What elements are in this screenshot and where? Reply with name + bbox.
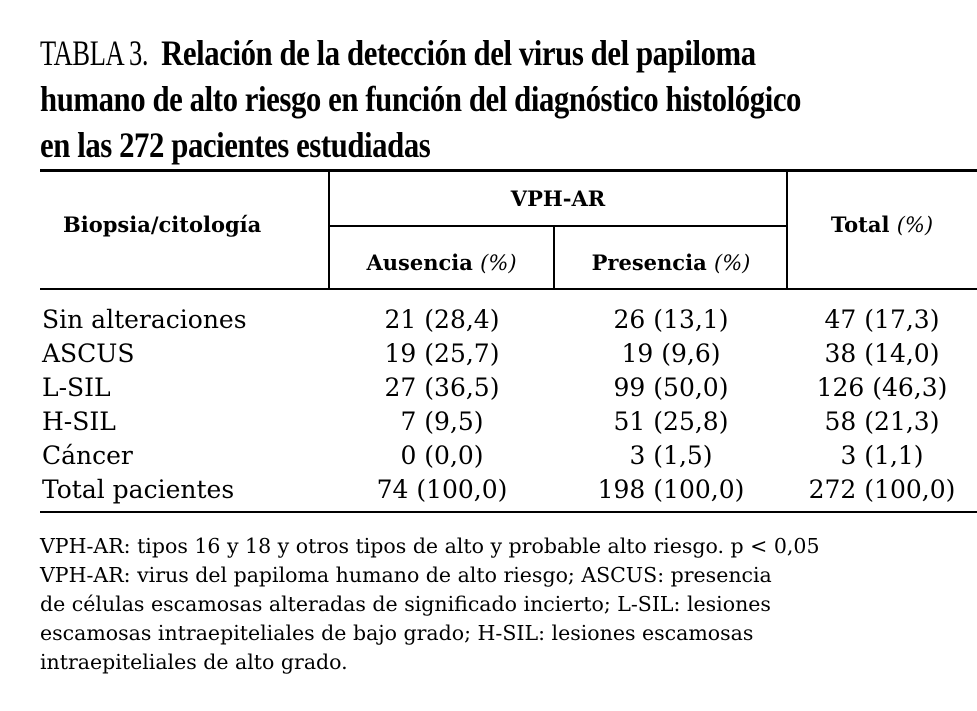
cell-total: 58 (21,3) <box>824 407 940 436</box>
row-label: Sin alteraciones <box>42 305 247 334</box>
table-footnote <box>40 532 977 677</box>
footnote-line: VPH-AR: virus del papiloma humano de alto riesgo; ASCUS: presencia <box>40 563 772 587</box>
header-total-label: Total <box>830 212 890 237</box>
table-bottom-rule <box>40 511 977 513</box>
header-presence-unit: (%) <box>714 251 751 275</box>
footnote-line: de células escamosas alteradas de significado incierto; L-SIL: lesiones <box>40 592 771 616</box>
cell-absence: 27 (36,5) <box>384 373 500 402</box>
cell-total: 126 (46,3) <box>816 373 948 402</box>
cell-absence: 19 (25,7) <box>384 339 500 368</box>
caption-title-line: Relación de la detección del virus del papiloma <box>161 33 756 73</box>
cell-total: 272 (100,0) <box>808 475 956 504</box>
cell-presence: 51 (25,8) <box>613 407 729 436</box>
cell-absence: 21 (28,4) <box>384 305 500 334</box>
cell-presence: 99 (50,0) <box>613 373 729 402</box>
row-label: ASCUS <box>42 339 135 368</box>
table-row <box>0 473 977 507</box>
table-top-rule <box>40 169 977 172</box>
footnote-line: VPH-AR: tipos 16 y 18 y otros tipos de alto y probable alto riesgo. p < 0,05 <box>40 534 820 558</box>
footnote-line: intraepiteliales de alto grado. <box>40 650 348 674</box>
header-total-unit: (%) <box>896 213 934 237</box>
header-absence-unit: (%) <box>480 251 517 275</box>
caption-label: TABLA 3. <box>40 33 149 73</box>
cell-absence: 0 (0,0) <box>400 441 484 470</box>
row-label: Total pacientes <box>42 475 235 504</box>
table-row <box>0 303 977 337</box>
cell-total: 3 (1,1) <box>840 441 924 470</box>
header-bottom-rule <box>40 288 977 290</box>
cell-absence: 7 (9,5) <box>400 407 484 436</box>
cell-presence: 198 (100,0) <box>597 475 745 504</box>
table-row <box>0 337 977 371</box>
table-caption <box>40 30 960 168</box>
caption-line-1 <box>40 30 959 76</box>
row-label: H-SIL <box>42 407 116 436</box>
footnote-line: escamosas intraepiteliales de bajo grado; H-SIL: lesiones escamosas <box>40 621 754 645</box>
cell-presence: 3 (1,5) <box>629 441 713 470</box>
header-presence <box>555 250 787 275</box>
cell-total: 47 (17,3) <box>824 305 940 334</box>
header-total <box>787 212 977 237</box>
table-row <box>0 371 977 405</box>
caption-title-line: en las 272 pacientes estudiadas <box>40 125 431 165</box>
cell-absence: 74 (100,0) <box>376 475 508 504</box>
table-row <box>0 405 977 439</box>
header-group-vph-ar: VPH-AR <box>510 186 606 211</box>
header-presence-label: Presencia <box>591 250 707 275</box>
caption-title-line: humano de alto riesgo en función del diagnóstico histológico <box>40 79 802 119</box>
cell-presence: 19 (9,6) <box>621 339 721 368</box>
row-label: Cáncer <box>42 441 133 470</box>
row-label: L-SIL <box>42 373 111 402</box>
header-absence <box>329 250 554 275</box>
group-header-rule <box>329 225 787 227</box>
header-absence-label: Ausencia <box>366 250 473 275</box>
cell-total: 38 (14,0) <box>824 339 940 368</box>
header-row-label: Biopsia/citología <box>63 212 262 237</box>
cell-presence: 26 (13,1) <box>613 305 729 334</box>
table-row <box>0 439 977 473</box>
